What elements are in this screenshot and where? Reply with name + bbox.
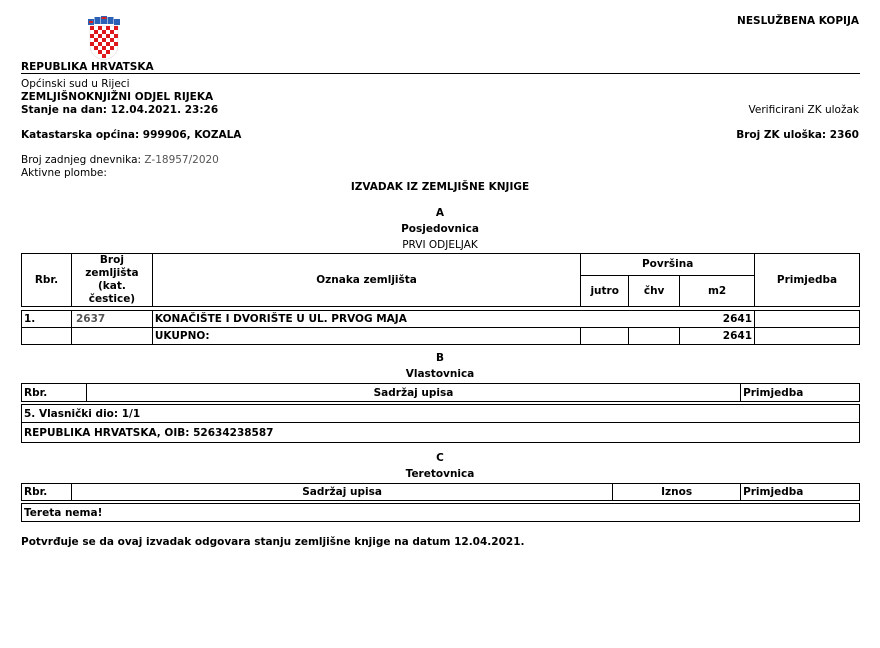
country-name: REPUBLIKA HRVATSKA <box>21 61 154 73</box>
department-name: ZEMLJIŠNOKNJIŽNI ODJEL RIJEKA <box>21 91 214 103</box>
no-encumbrances: Tereta nema! <box>22 504 860 522</box>
section-c-letter: C <box>436 452 444 464</box>
col-header-broj-1: Broj <box>99 254 124 266</box>
table-row <box>22 311 860 328</box>
table-row <box>22 423 860 443</box>
confirmation-statement: Potvrđuje se da ovaj izvadak odgovara stanju zemljišne knjige na datum 12.04.2021. <box>21 536 525 548</box>
section-c-table <box>21 483 860 522</box>
row-broj: 2637 <box>71 311 152 328</box>
ownership-share: 5. Vlasnički dio: 1/1 <box>22 405 860 423</box>
total-broj <box>71 328 152 345</box>
verified-label: Verificirani ZK uložak <box>748 104 859 116</box>
col-header-primjedba: Primjedba <box>755 254 860 307</box>
court-name: Općinski sud u Rijeci <box>21 78 130 90</box>
total-label: UKUPNO: <box>152 328 580 345</box>
table-row <box>22 504 860 522</box>
section-c-title: Teretovnica <box>405 468 475 480</box>
col-header-sadrzaj: Sadržaj upisa <box>71 484 612 501</box>
col-header-povrsina: Površina <box>581 254 755 276</box>
col-header-chv: čhv <box>629 275 680 306</box>
croatian-coat-of-arms-icon <box>87 15 121 61</box>
col-header-rbr: Rbr. <box>22 384 87 402</box>
total-rbr <box>22 328 72 345</box>
cadastral-municipality: Katastarska općina: 999906, KOZALA <box>21 129 242 141</box>
state-as-of: Stanje na dan: 12.04.2021. 23:26 <box>21 104 219 116</box>
col-header-iznos: Iznos <box>613 484 741 501</box>
col-header-sadrzaj: Sadržaj upisa <box>86 384 740 402</box>
unofficial-copy-label: NESLUŽBENA KOPIJA <box>737 15 859 27</box>
col-header-primjedba: Primjedba <box>741 484 860 501</box>
section-b-table <box>21 383 860 443</box>
row-primjedba <box>755 311 860 328</box>
total-chv <box>629 328 680 345</box>
last-journal-value: Z-18957/2020 <box>144 154 219 166</box>
col-header-broj-2: zemljišta <box>85 267 139 279</box>
row-oznaka: KONAČIŠTE I DVORIŠTE U UL. PRVOG MAJA <box>152 311 679 328</box>
total-m2: 2641 <box>680 328 755 345</box>
col-header-m2: m2 <box>680 275 755 306</box>
col-header-jutro: jutro <box>581 275 629 306</box>
zk-number: Broj ZK uloška: 2360 <box>736 129 859 141</box>
table-row <box>22 405 860 423</box>
row-m2: 2641 <box>680 311 755 328</box>
last-journal-label: Broj zadnjeg dnevnika: <box>21 154 142 166</box>
col-header-primjedba: Primjedba <box>741 384 860 402</box>
section-a-letter: A <box>435 207 445 219</box>
section-b-title: Vlastovnica <box>405 368 475 380</box>
total-primjedba <box>755 328 860 345</box>
col-header-broj-3: (kat. čestice) <box>88 280 136 305</box>
col-header-broj <box>71 254 152 307</box>
table-row <box>22 328 860 345</box>
col-header-rbr: Rbr. <box>22 254 72 307</box>
section-a-title: Posjedovnica <box>401 223 479 235</box>
row-rbr: 1. <box>22 311 72 328</box>
header-divider <box>21 73 860 74</box>
last-journal <box>21 154 219 166</box>
col-header-oznaka: Oznaka zemljišta <box>152 254 580 307</box>
section-a-table <box>21 253 860 345</box>
total-jutro <box>581 328 629 345</box>
section-a-subtitle: PRVI ODJELJAK <box>402 239 478 251</box>
col-header-rbr: Rbr. <box>22 484 72 501</box>
owner-name: REPUBLIKA HRVATSKA, OIB: 52634238587 <box>22 423 860 443</box>
active-seals: Aktivne plombe: <box>21 167 107 179</box>
document-title: IZVADAK IZ ZEMLJIŠNE KNJIGE <box>350 181 530 193</box>
section-b-letter: B <box>435 352 444 364</box>
